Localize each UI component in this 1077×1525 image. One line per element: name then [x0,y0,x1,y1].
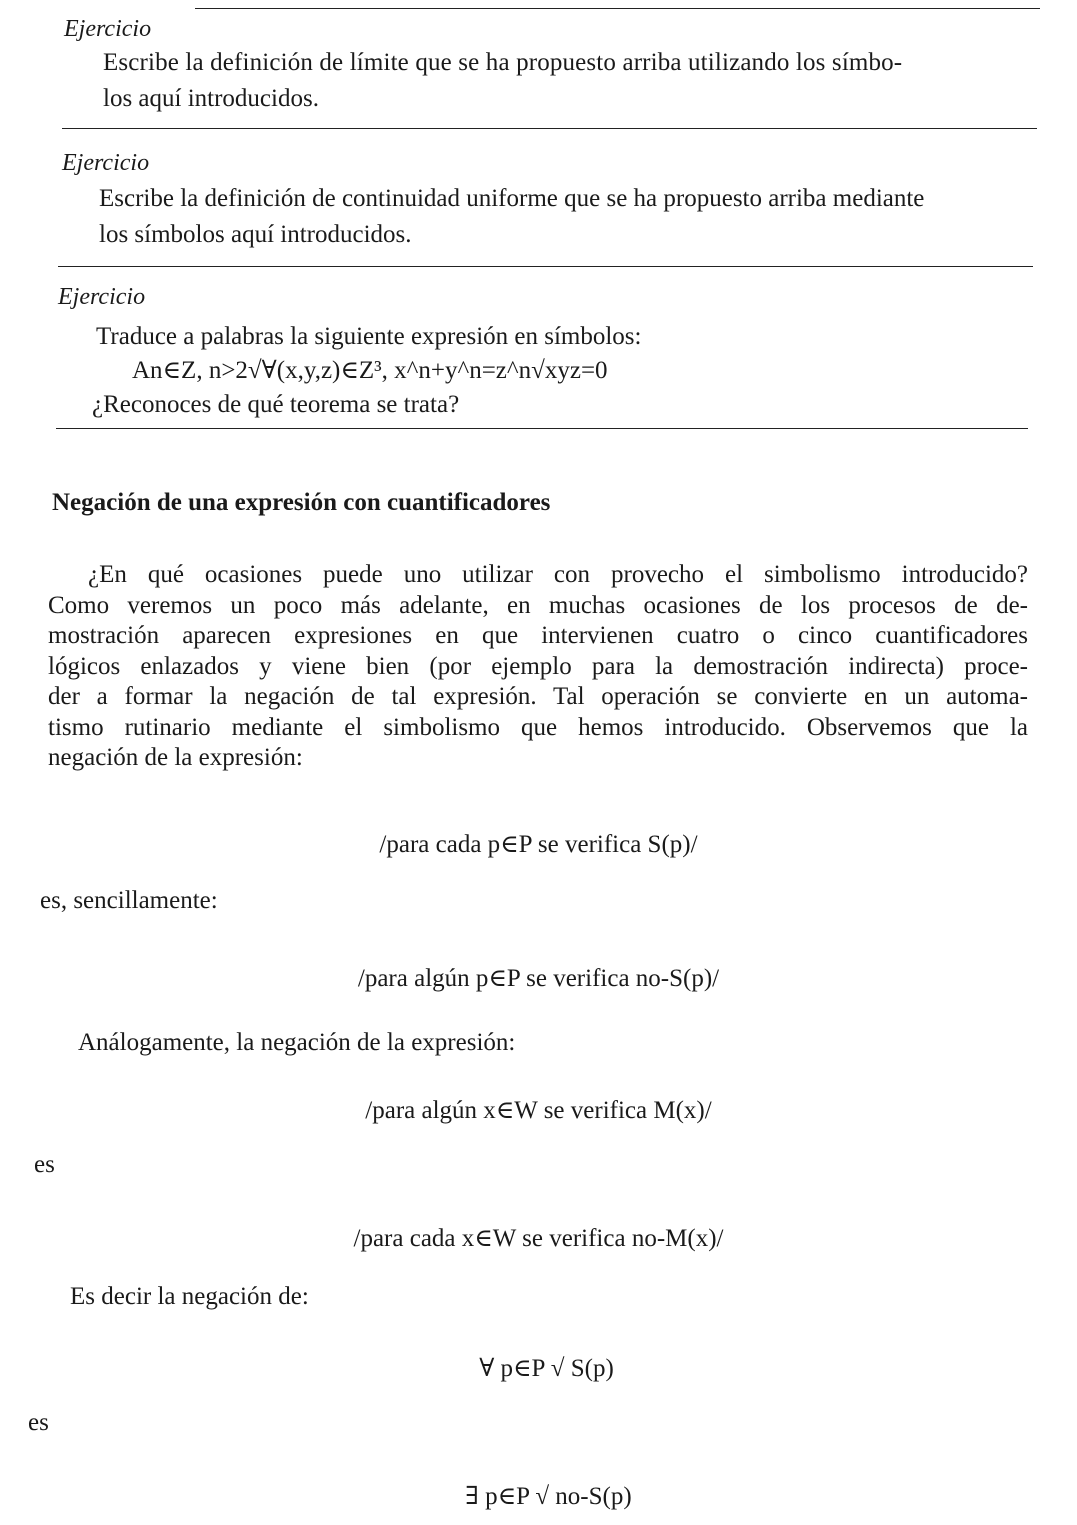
connector-text: es [34,1151,55,1178]
paragraph-line: der a formar la negación de tal expresión. Tal operación se convierte en un automa- [48,683,1028,710]
paragraph-line: negación de la expresión: [48,744,303,771]
paragraph-line: mostración aparecen expresiones en que intervienen cuatro o cinco cuantificadores [48,622,1028,649]
exercise-divider-rule [58,266,1033,267]
connector-text: es, sencillamente: [40,887,218,914]
paragraph-line: Como veremos un poco más adelante, en muchas ocasiones de los procesos de de- [48,591,1028,619]
display-formula: ∀ p∈P √ S(p) [479,1355,614,1382]
section-heading: Negación de una expresión con cuantificadores [52,489,551,516]
exercise-bottom-rule [56,428,1028,429]
exercise-text-line: los símbolos aquí introducidos. [99,221,412,248]
paragraph-line: lógicos enlazados y viene bien (por ejemplo para la demostración indirecta) proce- [48,652,1028,680]
display-formula: ∃ p∈P √ no-S(p) [465,1483,632,1510]
body-paragraph [48,560,1028,774]
exercise-divider-rule [62,128,1037,129]
exercise-text-line: los aquí introducidos. [103,85,319,112]
display-expression: /para algún x∈W se verifica M(x)/ [365,1097,712,1124]
display-expression: /para cada x∈W se verifica no-M(x)/ [353,1225,724,1252]
exercise-formula: An∈Z, n>2√∀(x,y,z)∈Z³, x^n+y^n=z^n√xyz=0 [132,357,608,384]
paragraph-line: ¿En qué ocasiones puede uno utilizar con provecho el simbolismo introducido? [88,561,1028,588]
display-expression: /para algún p∈P se verifica no-S(p)/ [357,965,720,992]
exercise-text-line: Escribe la definición de límite que se ha propuesto arriba utilizando los símbo- [103,49,903,76]
exercise-label: Ejercicio [64,16,152,42]
display-expression: /para cada p∈P se verifica S(p)/ [379,831,698,858]
exercise-text-line: Escribe la definición de continuidad uniforme que se ha propuesto arriba mediante [99,185,925,212]
paragraph-text: Análogamente, la negación de la expresión: [78,1029,516,1056]
exercise-label: Ejercicio [62,150,150,176]
paragraph-text: Es decir la negación de: [70,1283,309,1310]
exercise-text-line: ¿Reconoces de qué teorema se trata? [92,391,460,418]
exercise-text-line: Traduce a palabras la siguiente expresión en símbolos: [96,323,642,350]
exercise-label: Ejercicio [58,284,146,310]
exercise-top-rule [195,8,1040,9]
paragraph-line: tismo rutinario mediante el simbolismo que hemos introducido. Observemos que la [48,713,1028,741]
connector-text: es [28,1409,49,1436]
